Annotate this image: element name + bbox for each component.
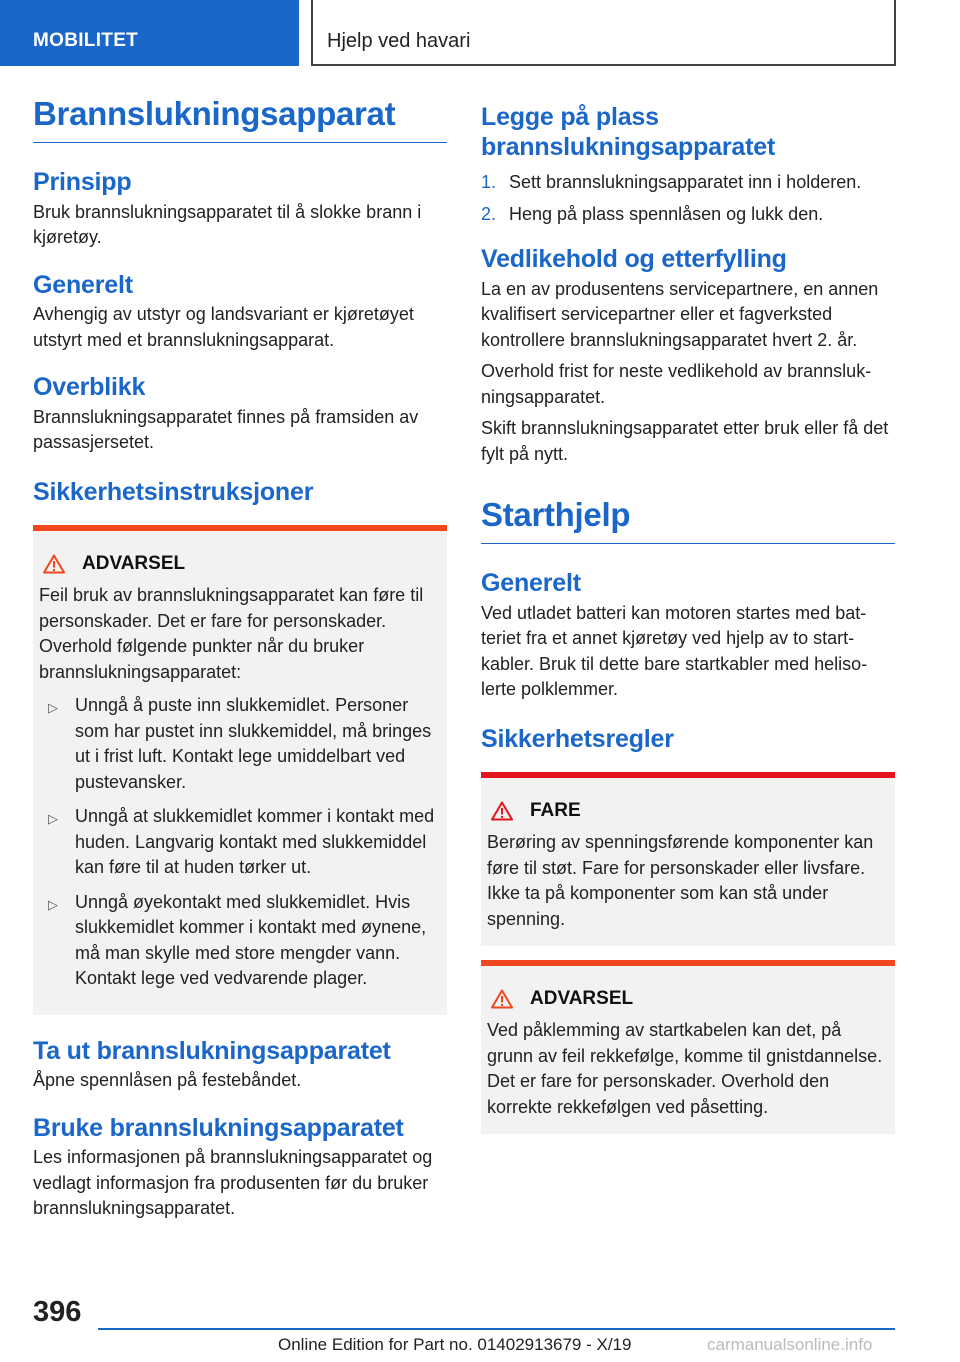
heading-use: Bruke brannslukningsapparatet — [33, 1113, 404, 1142]
text-maintenance-2: Overhold frist for neste vedlikehold av brannslukningsapparatet. — [481, 361, 872, 407]
heading-safety: Sikkerhetsinstruksjoner — [33, 477, 314, 506]
warning-box — [33, 525, 447, 1015]
page-title: Brannslukningsapparat — [33, 96, 447, 143]
list-item: 1. Sett brannslukningsapparatet inn i holderen. — [481, 172, 862, 192]
list-item: ▷ Unngå øyekontakt med slukkemidlet. Hvis slukkemidlet kommer i kontakt med øynene, må man skylle med store mengder vann. Kontakt lege ved vedvarende plager. — [39, 890, 441, 992]
danger-box — [481, 772, 895, 946]
text-use: Les informasjonen på brannslukningsapparatet og vedlagt informasjon fra produsenten før du bruker brannslukningsapparatet. — [33, 1147, 433, 1219]
warning-text: Ved påklemming av startkabelen kan det, på grunn av feil rekkefølge, komme til gnistdannelse. Det er fare for personskader. Overhold den korrekte rekkefølgen ved påsetting. — [487, 1020, 883, 1117]
warning-title — [39, 553, 441, 575]
left-column — [33, 96, 447, 1222]
text-maintenance-1: La en av produsentens servicepartnere, en annen kvalifisert servicepartner eller et fagverksted kontrollere brannslukningsapparatet hvert 2. år. — [481, 278, 879, 350]
watermark: carmanualsonline.info — [707, 1335, 873, 1354]
danger-title — [487, 800, 889, 822]
triangle-bullet-icon: ▷ — [48, 896, 58, 912]
list-item: ▷ Unngå at slukkemidlet kommer i kontakt med huden. Langvarig kontakt med slukkemiddel kan føre til at huden tørker ut. — [39, 804, 441, 881]
text-remove: Åpne spennlåsen på festebåndet. — [33, 1070, 302, 1091]
heading-jumpstart: Starthjelp — [481, 497, 895, 544]
warning-title — [487, 988, 889, 1010]
page-number: 396 — [33, 1296, 82, 1328]
warning-bullet-list — [39, 693, 441, 992]
text-jumpstart-general: Ved utladet batteri kan motoren startes med batteriet fra et annet kjøretøy ved hjelp av to startkabler. Bruk til dette bare startkabler med helisolerte polklemmer. — [481, 602, 868, 700]
heading-safety-rules: Sikkerhetsregler — [481, 724, 674, 753]
text-overview: Brannslukningsapparatet finnes på framsiden av passasjersetet. — [33, 406, 419, 453]
warning-box-jumpstart — [481, 960, 895, 1134]
heading-general: Generelt — [33, 270, 133, 299]
chapter-label: Hjelp ved havari — [311, 0, 896, 66]
heading-jumpstart-general: Generelt — [481, 569, 581, 598]
heading-principle: Prinsipp — [33, 168, 132, 197]
heading-place: Legge på plass brannslukningsapparatet — [481, 103, 776, 161]
warning-triangle-icon — [43, 554, 65, 574]
heading-overview: Overblikk — [33, 373, 146, 402]
footer-rule — [98, 1328, 895, 1330]
danger-label: FARE — [530, 800, 581, 822]
warning-triangle-icon — [491, 989, 513, 1009]
edition-text: Online Edition for Part no. 01402913679 - X/19 — [278, 1335, 632, 1354]
heading-remove: Ta ut brannslukningsapparatet — [33, 1036, 391, 1065]
text-maintenance-3: Skift brannslukningsapparatet etter bruk eller få det fylt på nytt. — [481, 418, 889, 464]
heading-maintenance: Vedlikehold og etterfylling — [481, 245, 787, 273]
triangle-bullet-icon: ▷ — [48, 811, 58, 827]
section-label: MOBILITET — [0, 0, 299, 66]
triangle-bullet-icon: ▷ — [48, 700, 58, 716]
warning-label: ADVARSEL — [530, 988, 634, 1010]
warning-text: Feil bruk av brannslukningsapparatet kan føre til personskader. Det er fare for personskader. Overhold følgende punkter når du bruker brannslukningsapparatet: — [39, 585, 424, 682]
page-header — [0, 0, 960, 66]
text-general: Avhengig av utstyr og landsvariant er kjøretøyet utstyrt med et brannslukningsapparat. — [33, 304, 414, 350]
text-principle: Bruk brannslukningsapparatet til å slokke brann i kjøretøy. — [33, 201, 422, 248]
place-steps — [481, 170, 895, 227]
right-column — [481, 103, 895, 1134]
list-item: ▷ Unngå å puste inn slukkemidlet. Personer som har pustet inn slukkemiddel, må bringes ut i frist luft. Kontakt lege umiddelbart ved pustevansker. — [39, 693, 441, 795]
warning-triangle-icon — [491, 801, 513, 821]
danger-text: Berøring av spenningsførende komponenter kan føre til støt. Fare for personskader eller livsfare. Ikke ta på komponenter som kan stå under spenning. — [487, 832, 874, 929]
list-item: 2. Heng på plass spennlåsen og lukk den. — [481, 203, 824, 224]
warning-label: ADVARSEL — [82, 553, 186, 575]
